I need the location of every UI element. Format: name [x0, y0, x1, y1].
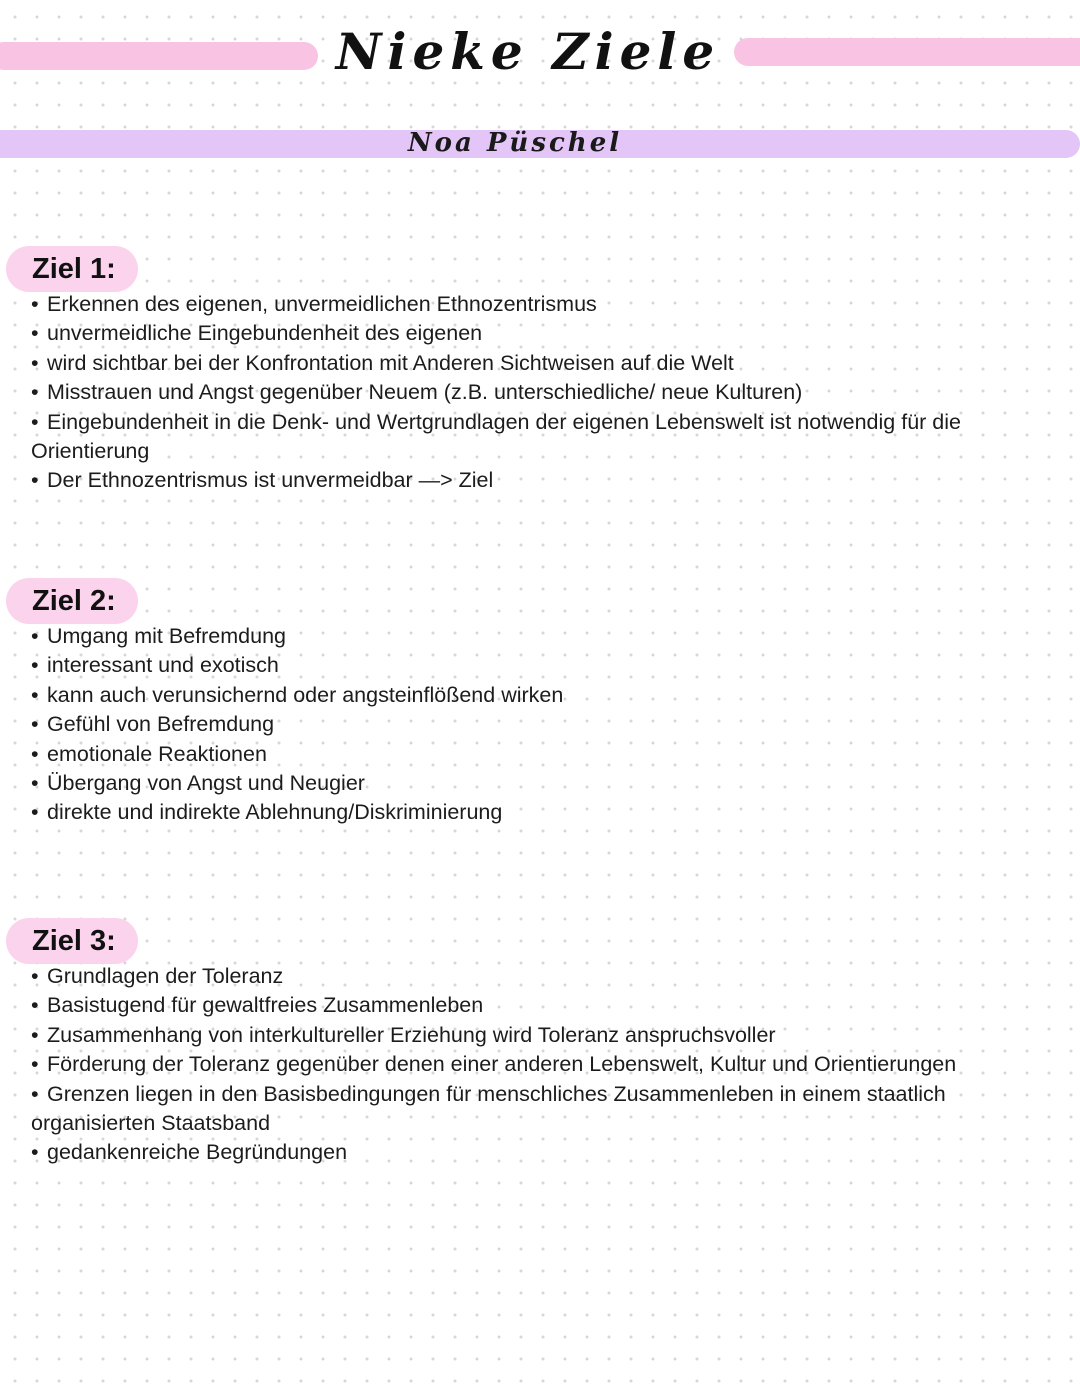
section-heading-pill: [6, 246, 138, 292]
title-banner: [0, 22, 1080, 88]
title-highlight-left: [0, 42, 318, 70]
list-item: • Übergang von Angst und Neugier: [31, 769, 1041, 798]
bullet-list: [31, 290, 1041, 496]
page-title: Nieke Ziele: [335, 22, 721, 81]
list-item: • gedankenreiche Begründungen: [31, 1138, 1041, 1167]
list-item: • Zusammenhang von interkultureller Erziehung wird Toleranz anspruchsvoller: [31, 1021, 1041, 1050]
list-item: • Misstrauen und Angst gegenüber Neuem (z.B. unterschiedliche/ neue Kulturen): [31, 378, 1041, 407]
bullet-list: [31, 962, 1041, 1168]
list-item: • kann auch verunsichernd oder angsteinflößend wirken: [31, 681, 1041, 710]
list-item: • Eingebundenheit in die Denk- und Wertgrundlagen der eigenen Lebenswelt ist notwendig für die Orientierung: [31, 408, 1041, 467]
list-item: • unvermeidliche Eingebundenheit des eigenen: [31, 319, 1041, 348]
title-highlight-right: [734, 38, 1080, 66]
list-item: • wird sichtbar bei der Konfrontation mit Anderen Sichtweisen auf die Welt: [31, 349, 1041, 378]
bullet-list: [31, 622, 1041, 828]
list-item: • Grenzen liegen in den Basisbedingungen für menschliches Zusammenleben in einem staatlich organisierten Staatsband: [31, 1080, 1041, 1139]
section-heading-pill: [6, 578, 138, 624]
author-name: Noa Püschel: [407, 128, 623, 158]
list-item: • direkte und indirekte Ablehnung/Diskriminierung: [31, 798, 1041, 827]
list-item: • interessant und exotisch: [31, 651, 1041, 680]
list-item: • Grundlagen der Toleranz: [31, 962, 1041, 991]
list-item: • emotionale Reaktionen: [31, 740, 1041, 769]
section-heading: Ziel 1:: [32, 252, 116, 285]
list-item: • Erkennen des eigenen, unvermeidlichen Ethnozentrismus: [31, 290, 1041, 319]
section-heading-pill: [6, 918, 138, 964]
author-banner: [0, 128, 1080, 162]
list-item: • Förderung der Toleranz gegenüber denen einer anderen Lebenswelt, Kultur und Orientierungen: [31, 1050, 1041, 1079]
list-item: • Basistugend für gewaltfreies Zusammenleben: [31, 991, 1041, 1020]
list-item: • Umgang mit Befremdung: [31, 622, 1041, 651]
section-heading: Ziel 2:: [32, 584, 116, 617]
list-item: • Gefühl von Befremdung: [31, 710, 1041, 739]
section-heading: Ziel 3:: [32, 924, 116, 957]
list-item: • Der Ethnozentrismus ist unvermeidbar —> Ziel: [31, 466, 1041, 495]
